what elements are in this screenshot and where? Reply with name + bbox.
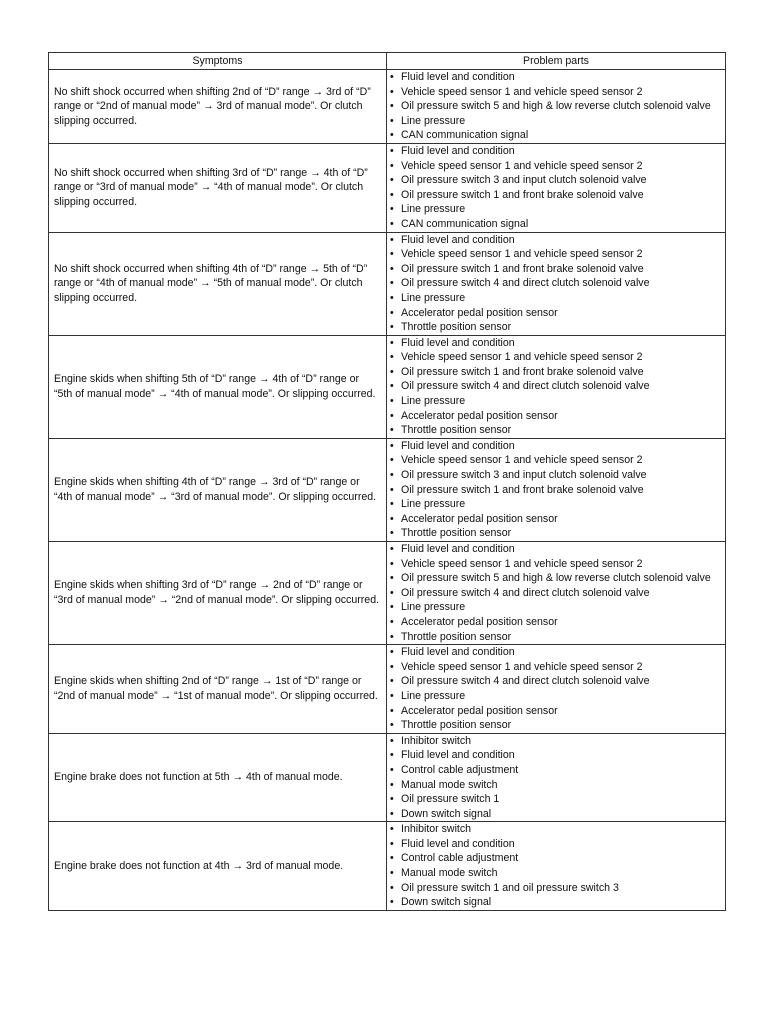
problem-part-item: • Oil pressure switch 4 and direct clutch solenoid valve (390, 379, 723, 394)
problem-parts-list (390, 542, 723, 644)
problem-part-item: • Fluid level and condition (390, 144, 723, 159)
problem-parts-cell (387, 645, 726, 734)
problem-parts-list (390, 734, 723, 822)
problem-part-item: • Throttle position sensor (390, 526, 723, 541)
table-row (49, 232, 726, 335)
table-row (49, 335, 726, 438)
problem-part-item: • Inhibitor switch (390, 822, 723, 837)
problem-part-item: • Accelerator pedal position sensor (390, 704, 723, 719)
problem-parts-column-header: Problem parts (387, 53, 726, 70)
table-header-row (49, 53, 726, 70)
symptom-cell: No shift shock occurred when shifting 3rd of “D” range → 4th of “D” range or “3rd of manual mode” → “4th of manual mode”. Or clutch slipping occurred. (49, 143, 387, 232)
problem-part-item: • Control cable adjustment (390, 763, 723, 778)
problem-part-item: • Line pressure (390, 600, 723, 615)
problem-part-item: • CAN communication signal (390, 217, 723, 232)
problem-part-item: • Vehicle speed sensor 1 and vehicle speed sensor 2 (390, 350, 723, 365)
problem-part-item: • CAN communication signal (390, 128, 723, 143)
problem-part-item: • Accelerator pedal position sensor (390, 306, 723, 321)
problem-parts-list (390, 336, 723, 438)
problem-part-item: • Line pressure (390, 114, 723, 129)
problem-part-item: • Line pressure (390, 689, 723, 704)
problem-part-item: • Line pressure (390, 202, 723, 217)
problem-part-item: • Vehicle speed sensor 1 and vehicle speed sensor 2 (390, 247, 723, 262)
symptom-cell: No shift shock occurred when shifting 4th of “D” range → 5th of “D” range or “4th of manual mode” → “5th of manual mode”. Or clutch slipping occurred. (49, 232, 387, 335)
problem-part-item: • Vehicle speed sensor 1 and vehicle speed sensor 2 (390, 453, 723, 468)
symptom-cell: Engine skids when shifting 5th of “D” range → 4th of “D” range or “5th of manual mode” → “4th of manual mode”. Or slipping occurred. (49, 335, 387, 438)
problem-part-item: • Fluid level and condition (390, 233, 723, 248)
problem-part-item: • Accelerator pedal position sensor (390, 409, 723, 424)
problem-parts-list (390, 439, 723, 541)
symptom-cell: No shift shock occurred when shifting 2nd of “D” range → 3rd of “D” range or “2nd of manual mode” → 3rd of manual mode”. Or clutch slipping occurred. (49, 70, 387, 144)
table-row (49, 143, 726, 232)
problem-part-item: • Oil pressure switch 1 and front brake solenoid valve (390, 365, 723, 380)
problem-part-item: • Vehicle speed sensor 1 and vehicle speed sensor 2 (390, 557, 723, 572)
problem-part-item: • Accelerator pedal position sensor (390, 512, 723, 527)
symptom-cell: Engine skids when shifting 4th of “D” range → 3rd of “D” range or “4th of manual mode” → “3rd of manual mode”. Or slipping occurred. (49, 438, 387, 541)
problem-parts-list (390, 822, 723, 910)
problem-part-item: • Oil pressure switch 3 and input clutch solenoid valve (390, 173, 723, 188)
problem-parts-cell (387, 733, 726, 822)
problem-part-item: • Oil pressure switch 1 (390, 792, 723, 807)
problem-part-item: • Fluid level and condition (390, 439, 723, 454)
table-row (49, 438, 726, 541)
problem-part-item: • Control cable adjustment (390, 851, 723, 866)
problem-part-item: • Oil pressure switch 5 and high & low reverse clutch solenoid valve (390, 571, 723, 586)
problem-part-item: • Oil pressure switch 1 and front brake solenoid valve (390, 483, 723, 498)
table-row (49, 70, 726, 144)
problem-part-item: • Line pressure (390, 291, 723, 306)
problem-part-item: • Down switch signal (390, 895, 723, 910)
problem-part-item: • Oil pressure switch 4 and direct clutch solenoid valve (390, 674, 723, 689)
problem-part-item: • Vehicle speed sensor 1 and vehicle speed sensor 2 (390, 159, 723, 174)
symptom-cell: Engine brake does not function at 5th → 4th of manual mode. (49, 733, 387, 822)
problem-parts-cell (387, 232, 726, 335)
problem-part-item: • Fluid level and condition (390, 336, 723, 351)
problem-part-item: • Accelerator pedal position sensor (390, 615, 723, 630)
problem-part-item: • Fluid level and condition (390, 70, 723, 85)
problem-parts-list (390, 70, 723, 143)
problem-parts-list (390, 645, 723, 733)
problem-part-item: • Oil pressure switch 4 and direct clutch solenoid valve (390, 276, 723, 291)
problem-part-item: • Throttle position sensor (390, 320, 723, 335)
problem-part-item: • Fluid level and condition (390, 645, 723, 660)
problem-part-item: • Fluid level and condition (390, 542, 723, 557)
problem-part-item: • Oil pressure switch 3 and input clutch solenoid valve (390, 468, 723, 483)
symptoms-column-header: Symptoms (49, 53, 387, 70)
problem-part-item: • Oil pressure switch 5 and high & low reverse clutch solenoid valve (390, 99, 723, 114)
problem-parts-cell (387, 70, 726, 144)
problem-part-item: • Fluid level and condition (390, 748, 723, 763)
problem-parts-list (390, 233, 723, 335)
problem-part-item: • Oil pressure switch 1 and oil pressure switch 3 (390, 881, 723, 896)
problem-parts-cell (387, 438, 726, 541)
symptom-cell: Engine skids when shifting 2nd of “D” range → 1st of “D” range or “2nd of manual mode” → “1st of manual mode”. Or slipping occurred. (49, 645, 387, 734)
problem-parts-cell (387, 143, 726, 232)
problem-part-item: • Oil pressure switch 1 and front brake solenoid valve (390, 262, 723, 277)
problem-part-item: • Line pressure (390, 394, 723, 409)
symptoms-table (48, 52, 726, 911)
problem-part-item: • Manual mode switch (390, 866, 723, 881)
problem-part-item: • Oil pressure switch 1 and front brake solenoid valve (390, 188, 723, 203)
problem-part-item: • Throttle position sensor (390, 423, 723, 438)
problem-part-item: • Throttle position sensor (390, 630, 723, 645)
problem-part-item: • Vehicle speed sensor 1 and vehicle speed sensor 2 (390, 85, 723, 100)
problem-part-item: • Vehicle speed sensor 1 and vehicle speed sensor 2 (390, 660, 723, 675)
table-row (49, 822, 726, 911)
problem-part-item: • Down switch signal (390, 807, 723, 822)
table-body (49, 70, 726, 911)
symptom-cell: Engine brake does not function at 4th → 3rd of manual mode. (49, 822, 387, 911)
problem-part-item: • Oil pressure switch 4 and direct clutch solenoid valve (390, 586, 723, 601)
problem-parts-cell (387, 542, 726, 645)
table-row (49, 733, 726, 822)
problem-part-item: • Line pressure (390, 497, 723, 512)
problem-parts-cell (387, 335, 726, 438)
problem-part-item: • Fluid level and condition (390, 837, 723, 852)
problem-part-item: • Manual mode switch (390, 778, 723, 793)
symptom-cell: Engine skids when shifting 3rd of “D” range → 2nd of “D” range or “3rd of manual mode” → “2nd of manual mode”. Or slipping occurred. (49, 542, 387, 645)
table-row (49, 542, 726, 645)
problem-part-item: • Inhibitor switch (390, 734, 723, 749)
problem-parts-list (390, 144, 723, 232)
problem-parts-cell (387, 822, 726, 911)
problem-part-item: • Throttle position sensor (390, 718, 723, 733)
table-row (49, 645, 726, 734)
